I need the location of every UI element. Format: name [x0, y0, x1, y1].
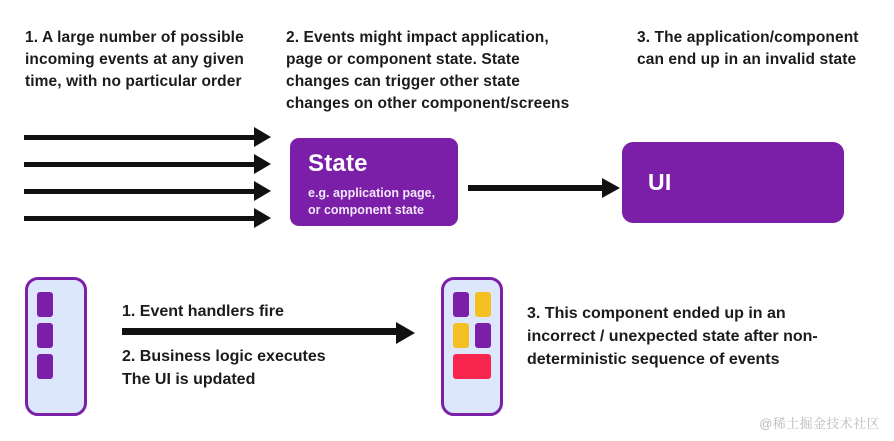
event-arrow-line — [24, 216, 256, 221]
phone-invalid-state — [441, 277, 503, 416]
arrow-head — [396, 322, 415, 344]
state-box — [290, 138, 458, 226]
ui-box-label: UI — [648, 169, 672, 195]
phone-tile-purple — [475, 323, 491, 348]
phone-tile-purple — [37, 354, 53, 379]
event-arrow-head — [254, 208, 271, 228]
bottom-flow-arrow — [122, 322, 422, 344]
arrow-shaft — [468, 185, 606, 191]
arrow-shaft — [122, 328, 400, 335]
state-box-subtitle: e.g. application page, or component state — [308, 186, 436, 217]
annotation-invalid-state: 3. The application/component can end up in an invalid state — [637, 29, 859, 68]
event-arrow-head — [254, 127, 271, 147]
annotation-incorrect-state: 3. This component ended up in an incorrect / unexpected state after non-deterministic sequence of events — [527, 305, 818, 369]
phone-tile-blank — [59, 323, 75, 348]
event-arrow-head — [254, 154, 271, 174]
annotation-event-handlers-fire: 1. Event handlers fire — [122, 303, 284, 320]
event-arrow-line — [24, 189, 256, 194]
phone-tile-purple — [37, 323, 53, 348]
phone-tile-yellow — [453, 323, 469, 348]
phone-tile-purple — [453, 292, 469, 317]
event-arrow-head — [254, 181, 271, 201]
event-arrow-line — [24, 162, 256, 167]
watermark: @稀土掘金技术社区 — [759, 416, 880, 431]
incoming-events-arrows — [24, 133, 269, 228]
annotation-incoming-events: 1. A large number of possible incoming events at any given time, with no particular order — [25, 29, 244, 90]
phone-tile-blank — [59, 354, 75, 379]
annotation-business-logic: 2. Business logic executes The UI is updated — [122, 348, 326, 389]
phone-valid-state — [25, 277, 87, 416]
phone-tile-yellow — [475, 292, 491, 317]
phone-tile-red — [453, 354, 491, 379]
event-arrow-line — [24, 135, 256, 140]
phone-left-grid — [37, 292, 75, 379]
state-to-ui-arrow — [468, 178, 623, 198]
phone-right-grid — [453, 292, 491, 379]
arrow-head — [602, 178, 620, 198]
state-box-title: State — [308, 150, 368, 177]
annotation-state-changes: 2. Events might impact application, page or component state. State changes can trigger other state changes on other component/screens — [286, 29, 570, 112]
phone-tile-blank — [59, 292, 75, 317]
ui-box — [622, 142, 844, 223]
phone-tile-purple — [37, 292, 53, 317]
